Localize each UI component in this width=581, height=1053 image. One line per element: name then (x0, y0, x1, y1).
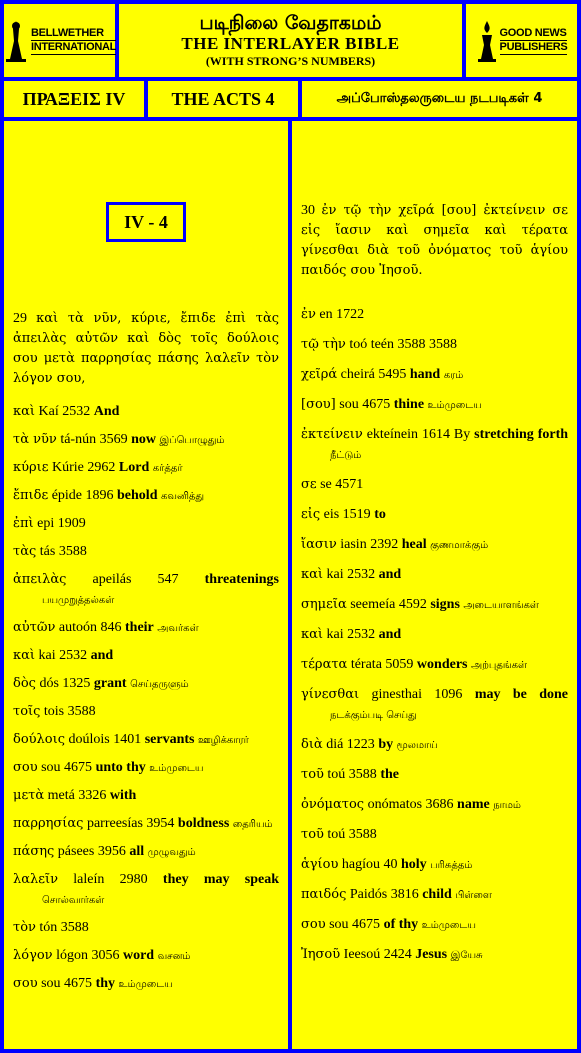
english-gloss: thine (393, 397, 425, 412)
tamil-gloss: உம்முடைய (149, 763, 204, 774)
verse-30 (301, 201, 568, 281)
english-gloss: name (457, 797, 490, 812)
verse-greek-text: ἐν τῷ τὴν χεῖρά [σου] ἐκτείνειν σε εἰς ἴασιν καὶ σημεῖα καὶ τέρατα γίνεσθαι διὰ τοῦ ὀνόματος τοῦ ἁγίου παιδός σου Ἰησοῦ. (301, 203, 568, 278)
english-gloss: all (129, 844, 145, 859)
word-entry (301, 395, 568, 416)
tamil-gloss: ஊழிக்காரர் (198, 735, 249, 746)
right-word-list (301, 305, 568, 975)
left-column (4, 121, 288, 1049)
greek-word: ἐν (301, 307, 316, 322)
english-gloss: by (378, 737, 394, 752)
verse-29 (13, 309, 279, 389)
tamil-gloss: பரிசுத்தம் (430, 860, 473, 871)
word-entry (301, 505, 568, 526)
english-gloss: their (125, 620, 154, 635)
word-entry (13, 570, 279, 611)
english-gloss: signs (430, 597, 460, 612)
word-entry (13, 402, 279, 423)
transliteration: cheirá 5495 (340, 367, 407, 382)
word-entry (301, 795, 568, 816)
transliteration: tá-nún 3569 (60, 432, 128, 447)
tamil-gloss: பிள்ளை (455, 890, 492, 901)
greek-word: τοῦ (301, 767, 324, 782)
transliteration: Kúrie 2962 (52, 460, 116, 475)
word-entry (301, 765, 568, 786)
transliteration: diá 1223 (326, 737, 375, 752)
good-news-logo (466, 4, 577, 77)
word-entry (301, 945, 568, 966)
english-gloss: of thy (383, 917, 419, 932)
tamil-gloss: நடக்கும்படி செய்து (330, 710, 417, 721)
transliteration: onómatos 3686 (367, 797, 454, 812)
right-column (292, 121, 577, 1049)
lamp-icon (476, 19, 498, 63)
greek-word: καὶ (301, 627, 324, 642)
greek-word: τοῖς (13, 704, 41, 719)
word-entry (13, 946, 279, 967)
english-gloss: to (374, 507, 386, 522)
word-entry (301, 565, 568, 586)
english-gloss: Lord (118, 460, 150, 475)
word-entry (13, 974, 279, 995)
english-gloss: servants (144, 732, 195, 747)
tamil-gloss: குணமாக்கும் (430, 540, 489, 551)
greek-word: παιδός (301, 887, 347, 902)
word-entry (13, 430, 279, 451)
left-logo-line2: INTERNATIONAL (30, 40, 117, 53)
tamil-gloss: கரம் (443, 370, 464, 381)
english-gloss: and (378, 567, 402, 582)
left-logo-line1: BELLWETHER (31, 27, 116, 41)
tamil-gloss: நாமம் (493, 800, 521, 811)
greek-word: λαλεῖν (13, 872, 58, 887)
word-entry (301, 425, 568, 466)
english-book-title: THE ACTS 4 (148, 81, 298, 117)
greek-word: παρρησίας (13, 816, 84, 831)
english-gloss: word (122, 948, 155, 963)
transliteration: Paidós 3816 (349, 887, 419, 902)
transliteration: eis 1519 (323, 507, 371, 522)
transliteration: toú 3588 (327, 827, 377, 842)
word-entry (13, 918, 279, 939)
tamil-gloss: செய்தருளும் (130, 679, 189, 690)
transliteration: dós 1325 (39, 676, 91, 691)
english-gloss: grant (93, 676, 127, 691)
transliteration: doúlois 1401 (68, 732, 142, 747)
transliteration: apeilás 547 (92, 572, 179, 587)
word-entry (13, 646, 279, 667)
english-gloss: hand (409, 367, 441, 382)
greek-word: κύριε (13, 460, 49, 475)
right-logo-line1: GOOD NEWS (499, 26, 567, 39)
greek-word: [σου] (301, 397, 336, 412)
transliteration: lógon 3056 (56, 948, 120, 963)
tamil-gloss: கர்த்தர் (152, 463, 183, 474)
transliteration: Kaí 2532 (38, 404, 91, 419)
tamil-gloss: இப்பொழுதும் (159, 435, 225, 446)
transliteration: kai 2532 (326, 567, 376, 582)
greek-word: ἐκτείνειν (301, 427, 363, 442)
word-entry (301, 885, 568, 906)
transliteration: pásees 3956 (57, 844, 126, 859)
bellwether-logo (4, 4, 115, 77)
greek-word: ἁγίου (301, 857, 339, 872)
transliteration: sou 4675 (41, 760, 93, 775)
transliteration: iasin 2392 (340, 537, 399, 552)
word-entry (13, 786, 279, 807)
greek-word: σου (13, 760, 38, 775)
word-entry (301, 535, 568, 556)
transliteration: térata 5059 (350, 657, 414, 672)
title-main: THE INTERLAYER BIBLE (181, 34, 400, 53)
transliteration: kai 2532 (326, 627, 376, 642)
english-gloss: heal (401, 537, 427, 552)
word-entry (301, 625, 568, 646)
word-entry (13, 618, 279, 639)
word-entry (13, 458, 279, 479)
transliteration: en 1722 (319, 307, 365, 322)
tamil-gloss: அவர்கள் (157, 623, 199, 634)
greek-word: τὰς (13, 544, 37, 559)
tamil-gloss: உம்முடைய (118, 979, 173, 990)
transliteration: hagíou 40 (341, 857, 398, 872)
greek-word: χεῖρά (301, 367, 338, 382)
tamil-gloss: பயமுறுத்தல்கள் (42, 595, 115, 606)
greek-word: ἐπὶ (13, 516, 34, 531)
word-entry (13, 674, 279, 695)
word-entry (13, 486, 279, 507)
greek-word: καὶ (13, 404, 36, 419)
transliteration: kai 2532 (38, 648, 88, 663)
english-gloss: threatenings (204, 572, 279, 587)
transliteration: ginesthai 1096 (371, 687, 463, 702)
greek-word: διὰ (301, 737, 323, 752)
english-gloss: now (131, 432, 156, 447)
greek-word: σου (13, 976, 38, 991)
english-gloss: holy (400, 857, 427, 872)
english-gloss: And (93, 404, 120, 419)
english-gloss: unto thy (95, 760, 146, 775)
greek-word: πάσης (13, 844, 55, 859)
greek-word: αὐτῶν (13, 620, 56, 635)
greek-word: δούλοις (13, 732, 65, 747)
tamil-gloss: உம்முடைய (427, 400, 482, 411)
greek-book-title: ΠΡΑΞΕΙΣ IV (4, 81, 144, 117)
word-entry (301, 365, 568, 386)
english-gloss: stretching forth (474, 427, 569, 442)
transliteration: autoón 846 (58, 620, 122, 635)
greek-word: τέρατα (301, 657, 348, 672)
greek-word: ὀνόματος (301, 797, 365, 812)
greek-word: τῷ τὴν (301, 337, 346, 352)
transliteration: se 4571 (320, 477, 364, 492)
transliteration: epi 1909 (37, 516, 86, 531)
word-entry (301, 855, 568, 876)
greek-word: ἀπειλὰς (13, 572, 67, 587)
transliteration: tás 3588 (39, 544, 87, 559)
greek-word: λόγον (13, 948, 53, 963)
english-gloss: thy (95, 976, 116, 991)
greek-word: μετὰ (13, 788, 45, 803)
transliteration: laleín 2980 (73, 872, 148, 887)
word-entry (13, 730, 279, 751)
chapter-label: IV - 4 (106, 202, 186, 242)
word-entry (13, 702, 279, 723)
left-word-list (13, 402, 279, 1002)
word-entry (13, 514, 279, 535)
verse-number: 29 (13, 311, 27, 326)
transliteration: parreesías 3954 (86, 816, 175, 831)
word-entry (13, 870, 279, 911)
transliteration: metá 3326 (47, 788, 107, 803)
tamil-book-title: அப்போஸ்தலருடைய நடபடிகள் 4 (302, 81, 577, 117)
transliteration: sou 4675 (329, 917, 381, 932)
word-entry (13, 814, 279, 835)
tamil-gloss: கவனித்து (160, 491, 205, 502)
tamil-gloss: அடையாளங்கள் (463, 600, 539, 611)
greek-word: τὸν (13, 920, 36, 935)
tamil-gloss: இயேசு (450, 950, 483, 961)
greek-word: σε (301, 477, 317, 492)
english-gloss: they may speak (162, 872, 279, 887)
transliteration: Ieesoú 2424 (343, 947, 412, 962)
greek-word: σου (301, 917, 326, 932)
word-entry (13, 842, 279, 863)
english-gloss: behold (117, 488, 158, 503)
word-entry (301, 305, 568, 326)
greek-word: τοῦ (301, 827, 324, 842)
transliteration: sou 4675 (339, 397, 391, 412)
greek-word: σημεῖα (301, 597, 347, 612)
english-gloss: child (422, 887, 452, 902)
tamil-gloss: தைரியம் (232, 819, 273, 830)
greek-word: γίνεσθαι (301, 687, 360, 702)
transliteration: épide 1896 (51, 488, 114, 503)
greek-word: Ἰησοῦ (301, 947, 341, 962)
tamil-gloss: மூலமாய் (396, 740, 438, 751)
greek-word: εἰς (301, 507, 321, 522)
transliteration: sou 4675 (41, 976, 93, 991)
word-entry (301, 825, 568, 846)
tamil-gloss: உம்முடைய (421, 920, 476, 931)
right-logo-line2: PUBLISHERS (499, 40, 568, 53)
tamil-gloss: வசனம் (157, 951, 191, 962)
english-gloss: Jesus (415, 947, 448, 962)
title-sub: (WITH STRONG’S NUMBERS) (205, 54, 376, 68)
english-gloss: and (90, 648, 114, 663)
tamil-gloss: அற்புதங்கள் (470, 660, 528, 671)
greek-word: καὶ (301, 567, 324, 582)
bellwether-ram-icon (3, 19, 29, 63)
verse-greek-text: καὶ τὰ νῦν, κύριε, ἔπιδε ἐπὶ τὰς ἀπειλὰς αὐτῶν καὶ δὸς τοῖς δούλοις σου μετὰ παρρησίας πάσης λαλεῖν τὸν λόγον σου, (13, 311, 280, 386)
word-entry (301, 475, 568, 496)
word-entry (301, 735, 568, 756)
english-gloss: boldness (177, 816, 230, 831)
english-gloss: with (109, 788, 137, 803)
word-entry (301, 335, 568, 356)
transliteration: toú 3588 (327, 767, 377, 782)
verse-number: 30 (301, 203, 315, 218)
word-entry (13, 542, 279, 563)
title-tamil: படிநிலை வேதாகமம் (199, 12, 382, 34)
title-block (119, 4, 462, 77)
transliteration: tois 3588 (43, 704, 96, 719)
word-entry (301, 595, 568, 616)
tamil-gloss: முழுவதும் (147, 847, 196, 858)
word-entry (301, 915, 568, 936)
greek-word: ἔπιδε (13, 488, 49, 503)
english-gloss: may be done (474, 687, 569, 702)
tamil-gloss: சொல்வார்கள் (42, 895, 105, 906)
word-entry (301, 685, 568, 726)
greek-word: τὰ νῦν (13, 432, 57, 447)
greek-word: καὶ (13, 648, 36, 663)
transliteration: tón 3588 (39, 920, 89, 935)
greek-word: ἴασιν (301, 537, 337, 552)
greek-word: δὸς (13, 676, 36, 691)
transliteration: toó teén 3588 3588 (349, 337, 458, 352)
transliteration: seemeía 4592 (350, 597, 427, 612)
english-gloss: wonders (416, 657, 468, 672)
english-gloss: and (378, 627, 402, 642)
word-entry (13, 758, 279, 779)
transliteration: ekteínein 1614 By (366, 427, 471, 442)
word-entry (301, 655, 568, 676)
tamil-gloss: நீட்டும் (330, 450, 362, 461)
english-gloss: the (380, 767, 399, 782)
